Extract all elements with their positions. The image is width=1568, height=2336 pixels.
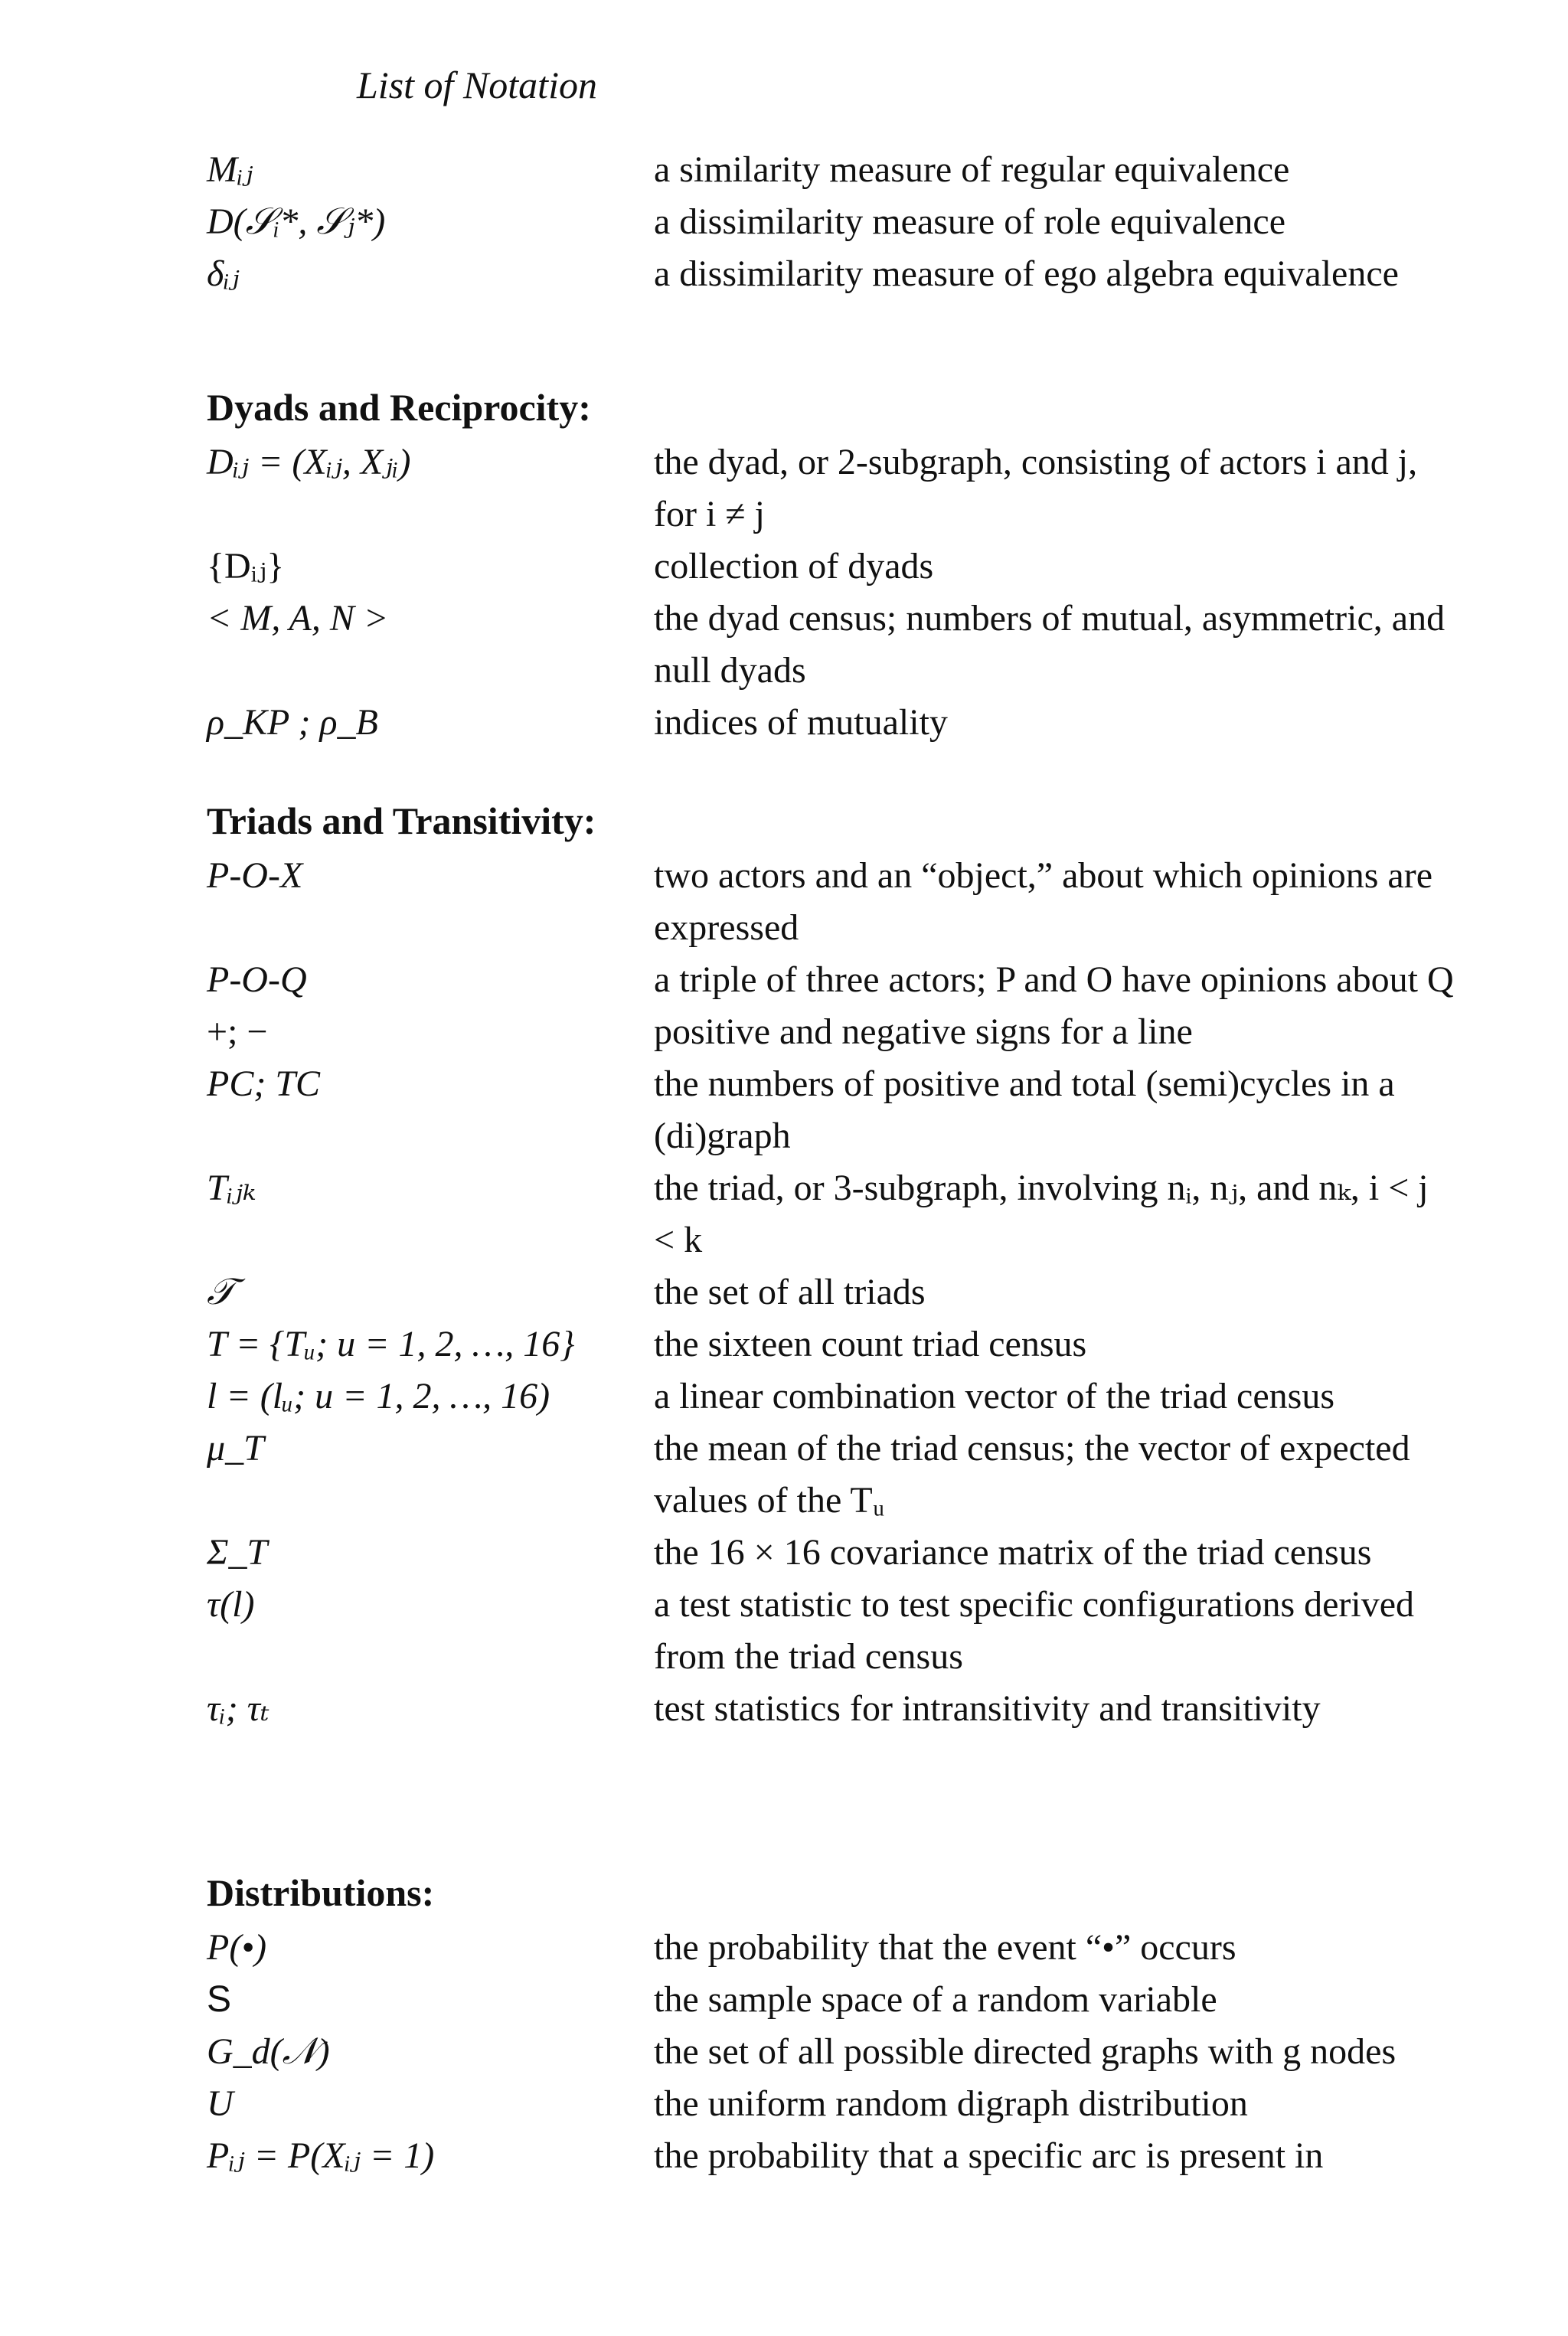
- notation-description: two actors and an “object,” about which opinions are expressed: [654, 855, 1432, 948]
- running-head: List of Notation: [357, 64, 597, 106]
- notation-description: collection of dyads: [654, 546, 934, 586]
- notation-description: the probability that the event “•” occurs: [654, 1927, 1236, 1968]
- notation-entry: [207, 1423, 1524, 1527]
- notation-symbol: G_d(𝒩): [207, 2031, 330, 2072]
- notation-description: the set of all possible directed graphs with g nodes: [654, 2031, 1396, 2072]
- notation-description: a dissimilarity measure of ego algebra equivalence: [654, 253, 1399, 294]
- notation-description: the sample space of a random variable: [654, 1979, 1217, 2020]
- notation-description: the mean of the triad census; the vector of expected values of the Tᵤ: [654, 1428, 1410, 1521]
- notation-entry: [207, 1922, 1524, 1974]
- notation-symbol: δᵢⱼ: [207, 253, 240, 294]
- notation-symbol: D(𝒮ᵢ*, 𝒮ⱼ*): [207, 201, 386, 242]
- notation-entry: [207, 1371, 1524, 1423]
- notation-symbol: PC; TC: [207, 1063, 321, 1104]
- notation-description: the probability that a specific arc is present in: [654, 2135, 1324, 2176]
- notation-description: the numbers of positive and total (semi)cycles in a (di)graph: [654, 1063, 1395, 1156]
- section-distributions: [207, 1870, 1524, 2182]
- notation-description: the dyad, or 2-subgraph, consisting of actors i and j, for i ≠ j: [654, 442, 1418, 534]
- notation-description: positive and negative signs for a line: [654, 1011, 1193, 1052]
- notation-entry: [207, 1006, 1524, 1058]
- notation-description: the dyad census; numbers of mutual, asymmetric, and null dyads: [654, 598, 1446, 691]
- notation-symbol: < M, A, N >: [207, 598, 389, 639]
- section-continued: [207, 144, 1524, 300]
- notation-entry: [207, 144, 1524, 196]
- notation-entry: [207, 593, 1524, 697]
- notation-symbol: P(•): [207, 1927, 267, 1968]
- notation-description: the uniform random digraph distribution: [654, 2083, 1248, 2124]
- notation-description: a linear combination vector of the triad census: [654, 1376, 1335, 1416]
- notation-symbol: τᵢ; τₜ: [207, 1688, 270, 1729]
- notation-symbol: T = {Tᵤ; u = 1, 2, …, 16}: [207, 1324, 575, 1364]
- notation-symbol: μ_T: [207, 1428, 264, 1469]
- notation-description: indices of mutuality: [654, 702, 948, 743]
- notation-description: the triad, or 3-subgraph, involving nᵢ, nⱼ, and nₖ, i < j < k: [654, 1168, 1429, 1260]
- notation-entry: [207, 2130, 1524, 2182]
- section-heading: Distributions:: [207, 1871, 435, 1914]
- notation-description: the set of all triads: [654, 1272, 926, 1312]
- notation-description: a triple of three actors; P and O have opinions about Q: [654, 959, 1454, 1000]
- section-dyads: [207, 384, 1524, 749]
- notation-entry: [207, 1318, 1524, 1371]
- notation-entry: [207, 1058, 1524, 1162]
- notation-symbol: U: [207, 2083, 234, 2124]
- notation-symbol: Mᵢⱼ: [207, 149, 253, 190]
- notation-entry: [207, 436, 1524, 541]
- notation-entry: [207, 954, 1524, 1006]
- notation-description: test statistics for intransitivity and transitivity: [654, 1688, 1321, 1729]
- section-triads: [207, 798, 1524, 1735]
- notation-entry: [207, 850, 1524, 954]
- notation-entry: [207, 697, 1524, 749]
- notation-symbol: P-O-X: [207, 855, 303, 896]
- notation-symbol: l = (lᵤ; u = 1, 2, …, 16): [207, 1376, 550, 1416]
- notation-description: the 16 × 16 covariance matrix of the triad census: [654, 1532, 1372, 1573]
- notation-entry: [207, 196, 1524, 248]
- notation-symbol: S: [207, 1979, 232, 2020]
- notation-symbol: +; −: [207, 1011, 268, 1052]
- notation-entry: [207, 248, 1524, 300]
- section-heading: Triads and Transitivity:: [207, 799, 596, 842]
- notation-symbol: Dᵢⱼ = (Xᵢⱼ, Xⱼᵢ): [207, 442, 411, 482]
- notation-entry: [207, 1683, 1524, 1735]
- notation-symbol: Tᵢⱼₖ: [207, 1168, 256, 1208]
- notation-symbol: Σ_T: [207, 1532, 268, 1573]
- notation-entry: [207, 1266, 1524, 1318]
- notation-entry: [207, 1974, 1524, 2026]
- notation-entry: [207, 1162, 1524, 1266]
- notation-entry: [207, 1579, 1524, 1683]
- section-heading: Dyads and Reciprocity:: [207, 386, 591, 429]
- notation-entry: [207, 1527, 1524, 1579]
- notation-entry: [207, 2078, 1524, 2130]
- notation-description: a test statistic to test specific configurations derived from the triad census: [654, 1584, 1415, 1677]
- notation-symbol: ρ_KP ; ρ_B: [207, 702, 378, 743]
- notation-symbol: Pᵢⱼ = P(Xᵢⱼ = 1): [207, 2135, 435, 2176]
- notation-description: a similarity measure of regular equivalence: [654, 149, 1290, 190]
- notation-symbol: P-O-Q: [207, 959, 307, 1000]
- notation-symbol: 𝒯: [207, 1272, 235, 1312]
- notation-symbol: {Dᵢⱼ}: [207, 546, 285, 586]
- notation-entry: [207, 541, 1524, 593]
- notation-description: the sixteen count triad census: [654, 1324, 1087, 1364]
- notation-entry: [207, 2026, 1524, 2078]
- notation-description: a dissimilarity measure of role equivalence: [654, 201, 1286, 242]
- notation-symbol: τ(l): [207, 1584, 255, 1625]
